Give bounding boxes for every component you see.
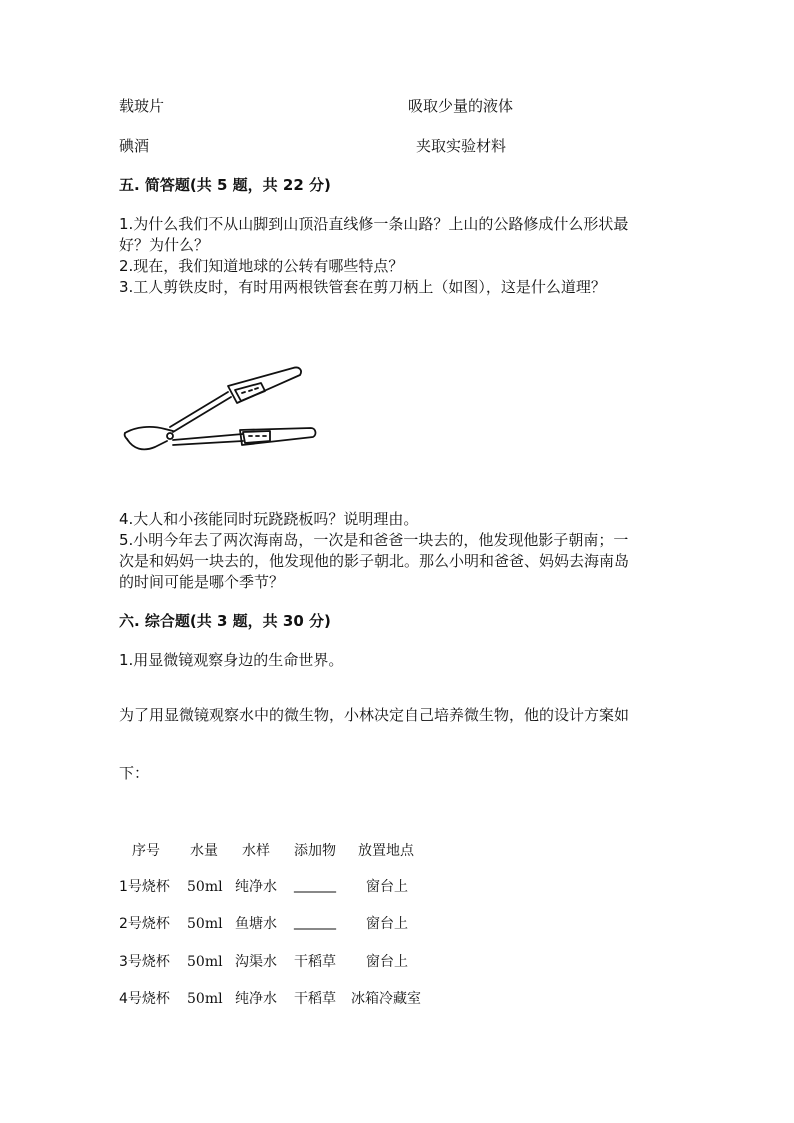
header-location: 放置地点 [358, 843, 414, 859]
row-cell-water-sample: 鱼塘水 [235, 916, 277, 932]
question-5-4: 4.大人和小孩能同时玩跷跷板吗？说明理由。 [119, 510, 419, 528]
row-cell-location: 冰箱冷藏室 [351, 991, 421, 1007]
question-6-1-intro-line2: 下： [119, 764, 150, 782]
match-right-2: 夹取实验材料 [416, 137, 507, 155]
row-cell-location: 窗台上 [366, 879, 408, 895]
row-cell-additive: 干稻草 [294, 991, 336, 1007]
header-water-amount: 水量 [190, 843, 218, 859]
row-cell-additive: 干稻草 [294, 954, 336, 970]
section6-heading: 六. 综合题(共 3 题，共 30 分) [119, 612, 331, 630]
section5-heading: 五. 简答题(共 5 题，共 22 分) [119, 176, 331, 194]
row-cell-number: 3号烧杯 [119, 954, 170, 970]
row-cell-water-amount: 50ml [187, 879, 223, 895]
question-5-3: 3.工人剪铁皮时，有时用两根铁管套在剪刀柄上（如图），这是什么道理？ [119, 278, 606, 296]
header-water-sample: 水样 [242, 843, 270, 859]
question-5-5-line3: 的时间可能是哪个季节？ [119, 573, 285, 591]
shears-illustration [115, 355, 330, 465]
header-additive: 添加物 [294, 843, 336, 859]
row-cell-water-sample: 沟渠水 [235, 954, 277, 970]
row-cell-number: 1号烧杯 [119, 879, 170, 895]
row-cell-water-amount: 50ml [187, 991, 223, 1007]
row-cell-additive-blank: ______ [294, 914, 336, 930]
question-6-1: 1.用显微镜观察身边的生命世界。 [119, 651, 344, 669]
match-right-1: 吸取少量的液体 [408, 97, 514, 115]
match-left-1: 载玻片 [119, 97, 165, 115]
match-left-2: 碘酒 [119, 137, 150, 155]
question-5-5-line1: 5.小明今年去了两次海南岛，一次是和爸爸一块去的，他发现他影子朝南；一 [119, 531, 629, 549]
header-number: 序号 [132, 843, 160, 859]
row-cell-water-amount: 50ml [187, 916, 223, 932]
row-cell-location: 窗台上 [366, 954, 408, 970]
row-cell-number: 4号烧杯 [119, 991, 170, 1007]
row-cell-water-amount: 50ml [187, 954, 223, 970]
row-cell-additive-blank: ______ [294, 877, 336, 893]
question-5-2: 2.现在，我们知道地球的公转有哪些特点？ [119, 257, 404, 275]
question-5-1-line1: 1.为什么我们不从山脚到山顶沿直线修一条山路？上山的公路修成什么形状最 [119, 215, 629, 233]
row-cell-location: 窗台上 [366, 916, 408, 932]
row-cell-water-sample: 纯净水 [235, 991, 277, 1007]
question-5-5-line2: 次是和妈妈一块去的，他发现他的影子朝北。那么小明和爸爸、妈妈去海南岛 [119, 552, 630, 570]
row-cell-number: 2号烧杯 [119, 916, 170, 932]
question-6-1-intro-line1: 为了用显微镜观察水中的微生物，小林决定自己培养微生物，他的设计方案如 [119, 706, 630, 724]
row-cell-water-sample: 纯净水 [235, 879, 277, 895]
question-5-1-line2: 好？为什么？ [119, 236, 210, 254]
